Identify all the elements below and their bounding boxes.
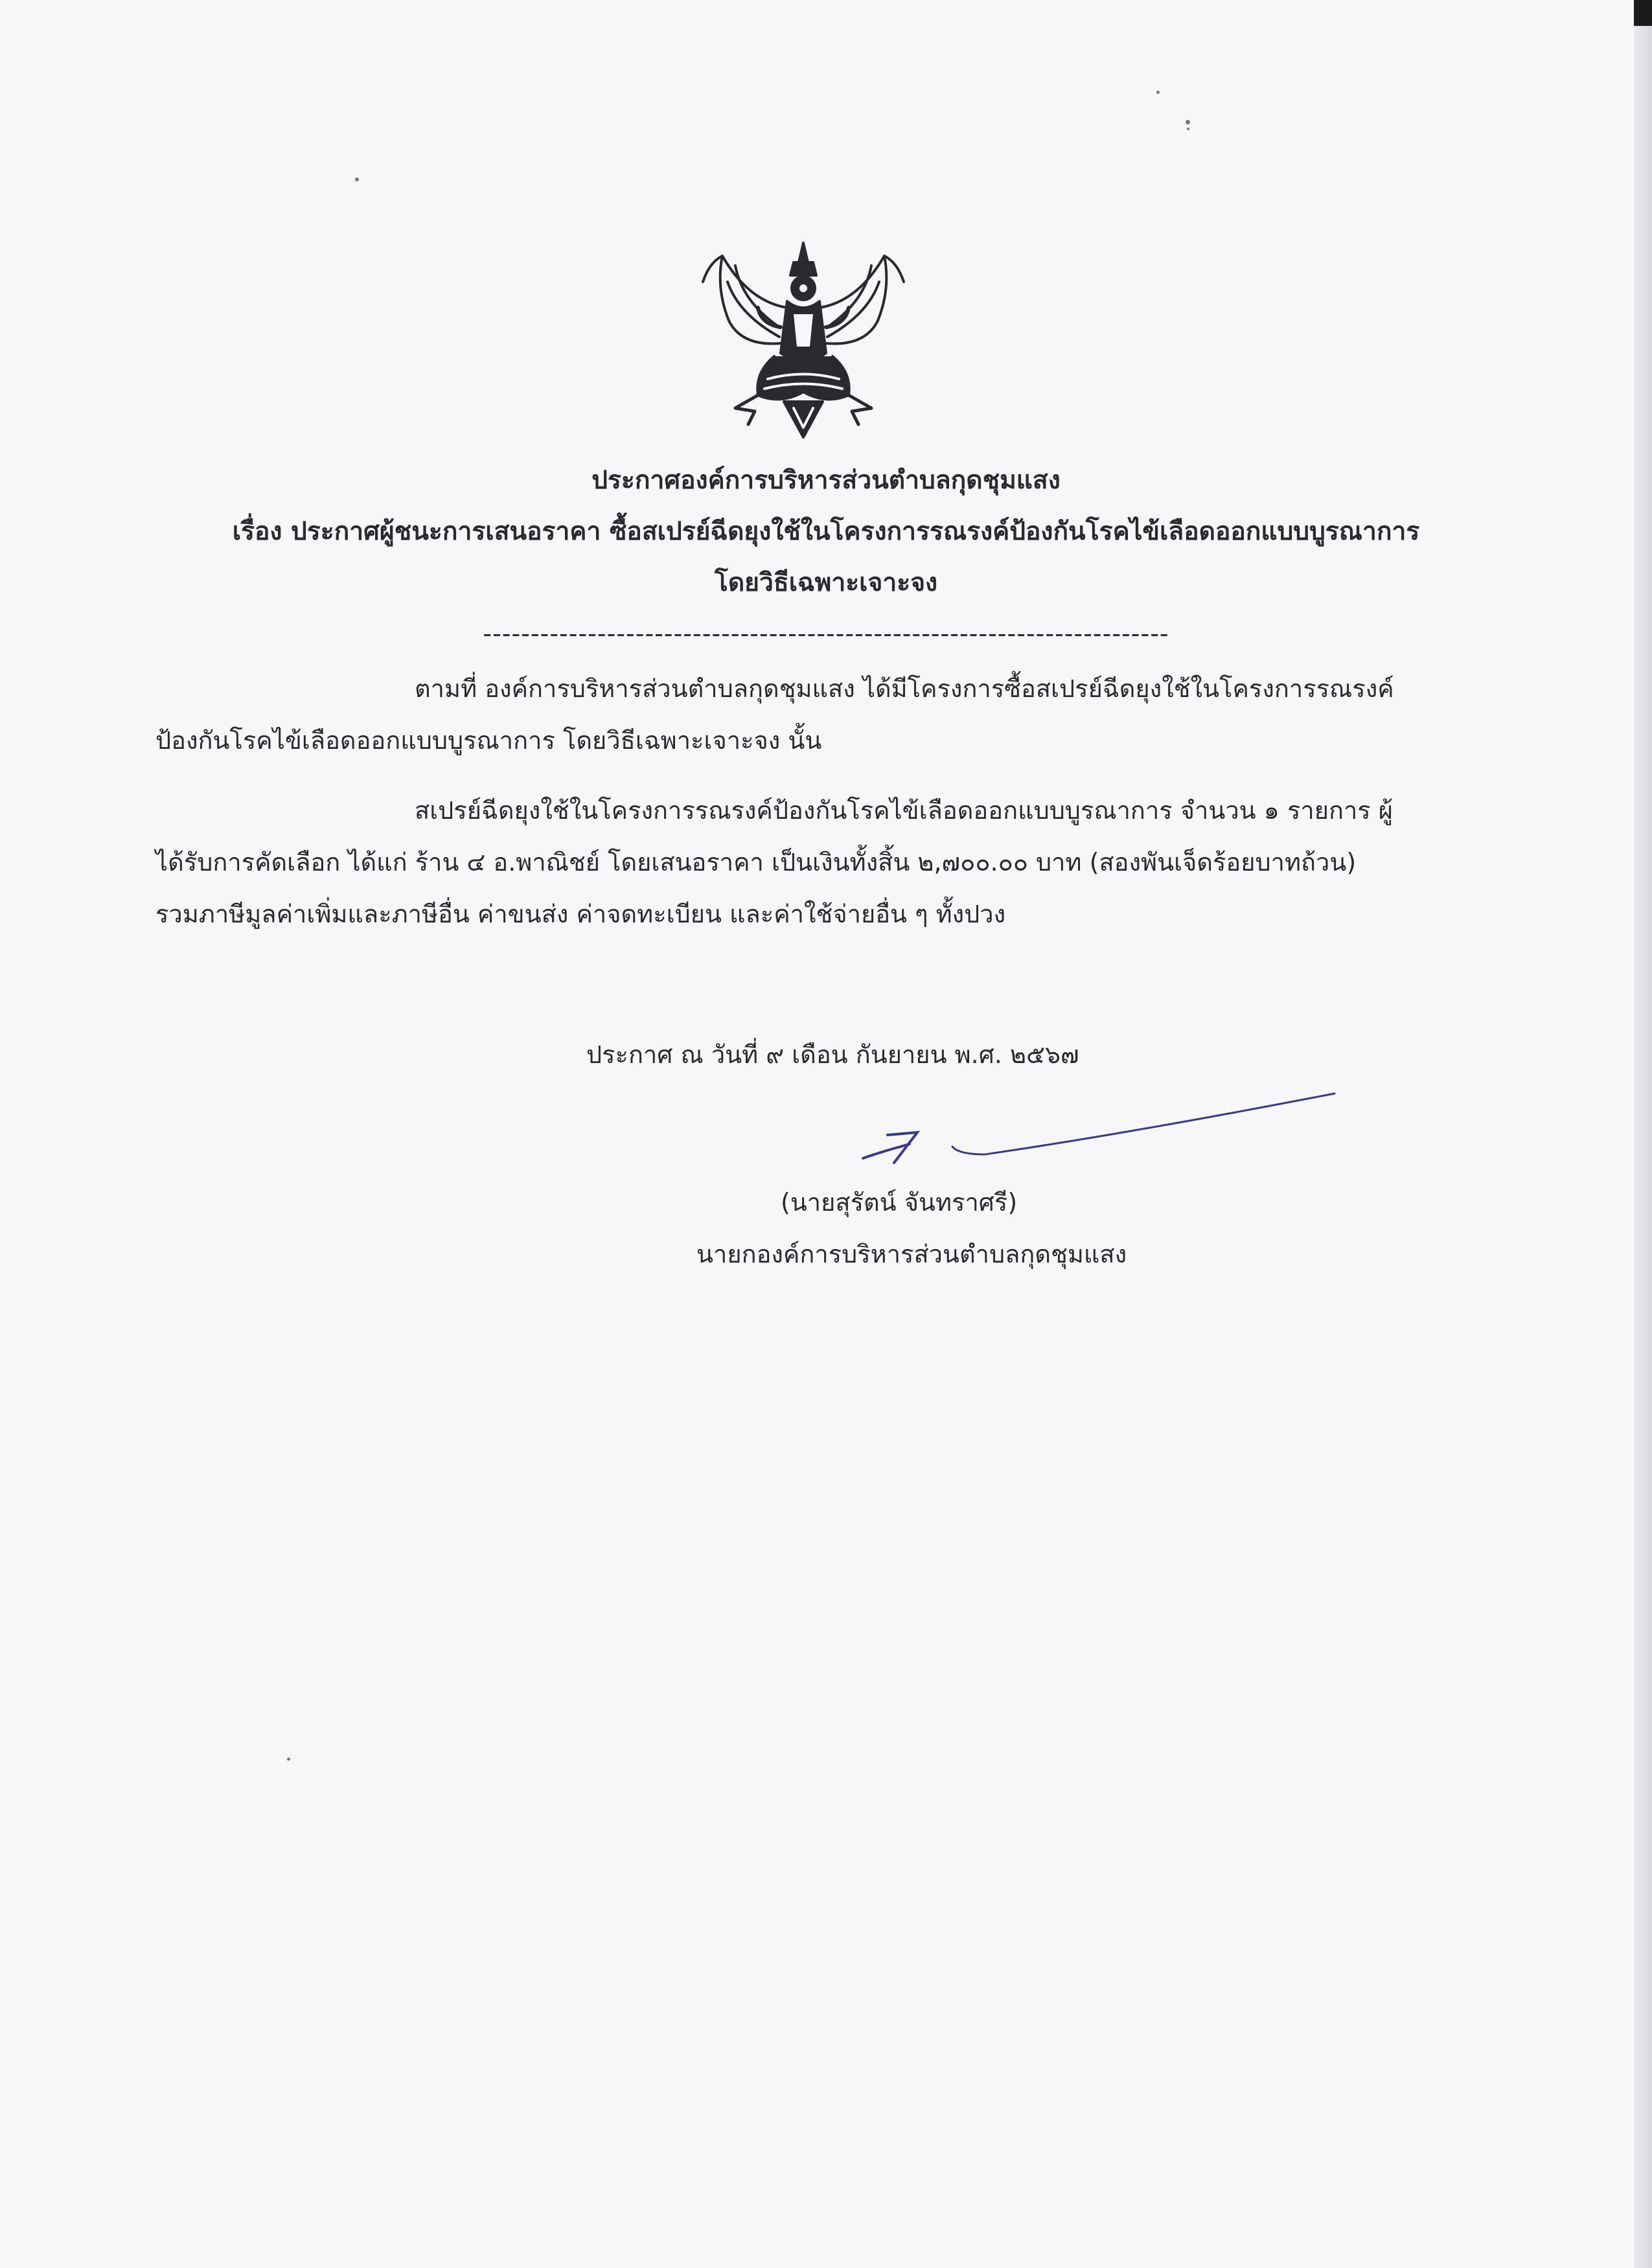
signer-position: นายกองค์การบริหารส่วนตำบลกุดชุมแสง [696, 1240, 1127, 1268]
scan-speck [287, 1758, 290, 1761]
separator-line: ------------------------------------------------------------------------ [483, 619, 1169, 648]
garuda-emblem-icon [696, 230, 910, 444]
scan-corner [1634, 0, 1652, 26]
paragraph-1-line-2: ป้องกันโรคไข้เลือดออกแบบบูรณาการ โดยวิธีเฉพาะเจาะจง นั้น [155, 726, 822, 755]
paragraph-2-line-1: สเปรย์ฉีดยุงใช้ในโครงการรณรงค์ป้องกันโรคไข้เลือดออกแบบบูรณาการ จำนวน ๑ รายการ ผู้ [415, 796, 1394, 825]
scan-speck [355, 178, 359, 181]
handwritten-signature [855, 1082, 1348, 1186]
page-edge [1634, 0, 1652, 2268]
paragraph-2-line-2: ได้รับการคัดเลือก ได้แก่ ร้าน ๔ อ.พาณิชย์ โดยเสนอราคา เป็นเงินทั้งสิ้น ๒,๗๐๐.๐๐ บาท (สองพันเจ็ดร้อยบาทถ้วน) [155, 848, 1357, 876]
document-subject: เรื่อง ประกาศผู้ชนะการเสนอราคา ซื้อสเปรย์ฉีดยุงใช้ในโครงการรณรงค์ป้องกันโรคไข้เลือดออกแบบบูรณาการ [232, 517, 1420, 546]
paragraph-2-line-3: รวมภาษีมูลค่าเพิ่มและภาษีอื่น ค่าขนส่ง ค่าจดทะเบียน และค่าใช้จ่ายอื่น ๆ ทั้งปวง [155, 900, 1006, 928]
scan-speck [1187, 128, 1189, 130]
signer-name: (นายสุรัตน์ จันทราศรี) [781, 1188, 1018, 1217]
scan-speck [1156, 91, 1160, 94]
announcement-date: ประกาศ ณ วันที่ ๙ เดือน กันยายน พ.ศ. ๒๕๖๗ [586, 1040, 1079, 1069]
scan-speck [1186, 120, 1190, 124]
procurement-method: โดยวิธีเฉพาะเจาะจง [714, 568, 938, 597]
paragraph-1-line-1: ตามที่ องค์การบริหารส่วนตำบลกุดชุมแสง ได้มีโครงการซื้อสเปรย์ฉีดยุงใช้ในโครงการรณรงค์ [415, 674, 1394, 703]
document-title: ประกาศองค์การบริหารส่วนตำบลกุดชุมแสง [591, 466, 1061, 495]
